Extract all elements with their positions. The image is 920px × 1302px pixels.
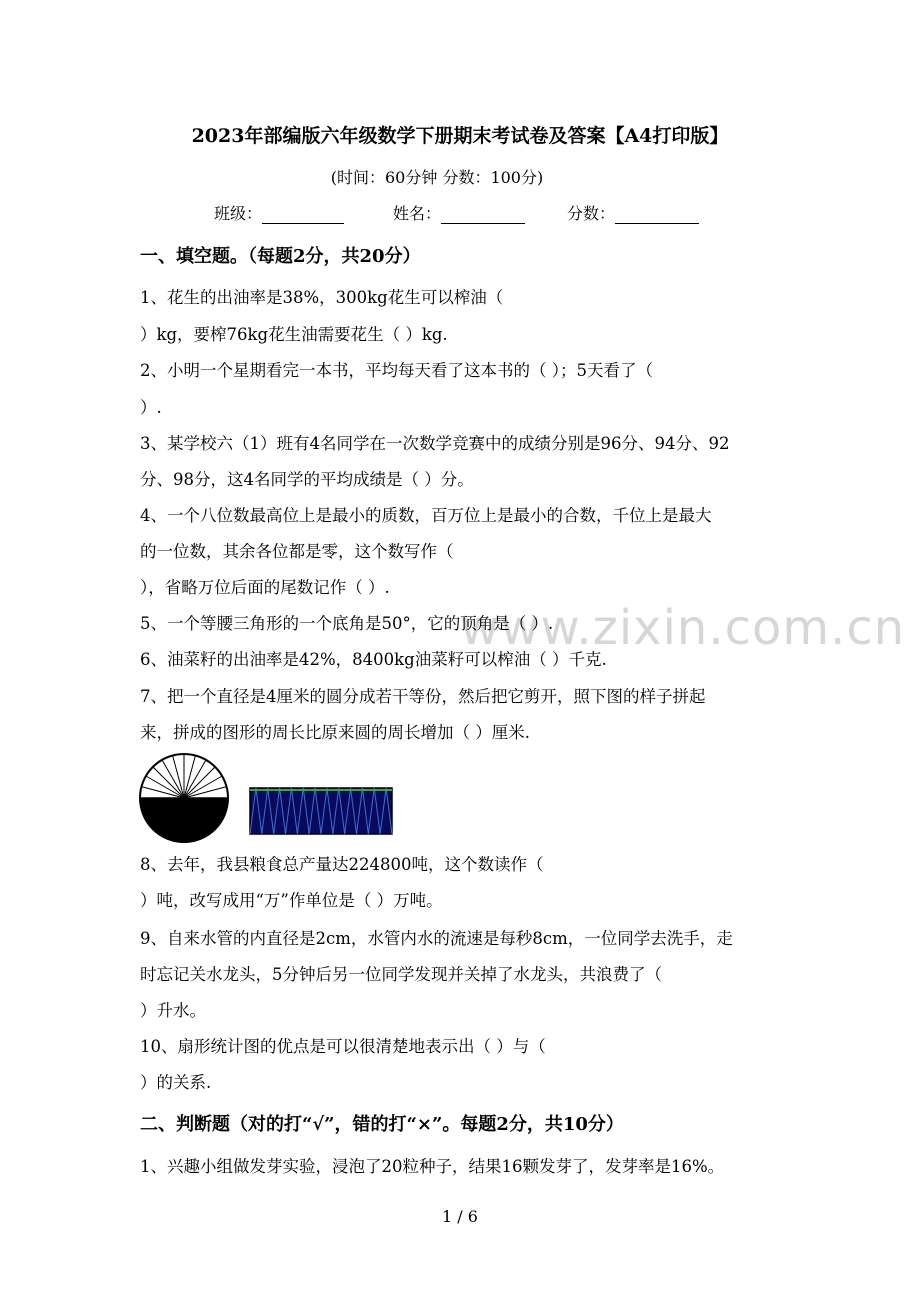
question-line: 的一位数，其余各位都是零，这个数写作（ bbox=[140, 542, 454, 561]
class-label: 班级： bbox=[214, 204, 263, 223]
question-line: 6、油菜籽的出油率是42%，8400kg油菜籽可以榨油（ ）千克. bbox=[140, 650, 607, 669]
question-line: 9、自来水管的内直径是2cm，水管内水的流速是每秒8cm，一位同学去洗手，走 bbox=[140, 929, 733, 948]
score-label: 分数： bbox=[567, 204, 616, 223]
question-line: ）的关系. bbox=[140, 1073, 212, 1092]
question-line: 1、兴趣小组做发芽实验，浸泡了20粒种子，结果16颗发芽了，发芽率是16%。 bbox=[140, 1157, 725, 1176]
circle-diagram bbox=[138, 752, 230, 844]
page-title: 2023年部编版六年级数学下册期末考试卷及答案【A4打印版】 bbox=[191, 125, 729, 147]
question-line: 来，拼成的图形的周长比原来圆的周长增加（ ）厘米. bbox=[140, 723, 530, 742]
name-blank bbox=[441, 205, 525, 224]
score-field bbox=[567, 204, 699, 224]
question-line: ）升水。 bbox=[140, 1001, 206, 1020]
question-line: 2、小明一个星期看完一本书，平均每天看了这本书的（ ）；5天看了（ bbox=[140, 361, 653, 380]
exam-time-score: (时间：60分钟 分数：100分) bbox=[330, 168, 544, 187]
name-field bbox=[393, 204, 525, 224]
circle-sector-figure bbox=[138, 752, 230, 844]
question-line: 8、去年，我县粮食总产量达224800吨，这个数读作（ bbox=[140, 855, 544, 874]
question-line: ）. bbox=[140, 398, 162, 417]
rearranged-strip-figure bbox=[248, 786, 394, 836]
question-line: ）kg，要榨76kg花生油需要花生（ ）kg. bbox=[140, 325, 448, 344]
strip-diagram bbox=[248, 786, 394, 836]
question-line: 1、花生的出油率是38%，300kg花生可以榨油（ bbox=[140, 288, 504, 307]
question-line: 7、把一个直径是4厘米的圆分成若干等份，然后把它剪开，照下图的样子拼起 bbox=[140, 687, 706, 706]
name-label: 姓名： bbox=[393, 204, 442, 223]
question-line: 分、98分，这4名同学的平均成绩是（ ）分。 bbox=[140, 470, 474, 489]
class-field bbox=[214, 204, 344, 224]
question-line: 10、扇形统计图的优点是可以很清楚地表示出（ ）与（ bbox=[140, 1037, 546, 1056]
watermark: www.zixin.com.cn bbox=[460, 600, 906, 656]
page-number: 1 / 6 bbox=[442, 1207, 478, 1226]
question-line: ），省略万位后面的尾数记作（ ）. bbox=[140, 578, 390, 597]
question-line: ）吨，改写成用“万”作单位是（ ）万吨。 bbox=[140, 891, 443, 910]
question-line: 5、一个等腰三角形的一个底角是50°，它的顶角是（ ）. bbox=[140, 614, 554, 633]
question-line: 3、某学校六（1）班有4名同学在一次数学竞赛中的成绩分别是96分、94分、92 bbox=[140, 434, 730, 453]
question-line: 时忘记关水龙头，5分钟后另一位同学发现并关掉了水龙头，共浪费了（ bbox=[140, 965, 662, 984]
section2-heading: 二、判断题（对的打“√”，错的打“×”。每题2分，共10分） bbox=[140, 1114, 624, 1135]
section1-heading: 一、填空题。（每题2分，共20分） bbox=[140, 246, 421, 267]
score-blank bbox=[615, 205, 699, 224]
class-blank bbox=[262, 205, 344, 224]
question-line: 4、一个八位数最高位上是最小的质数，百万位上是最小的合数，千位上是最大 bbox=[140, 506, 712, 525]
